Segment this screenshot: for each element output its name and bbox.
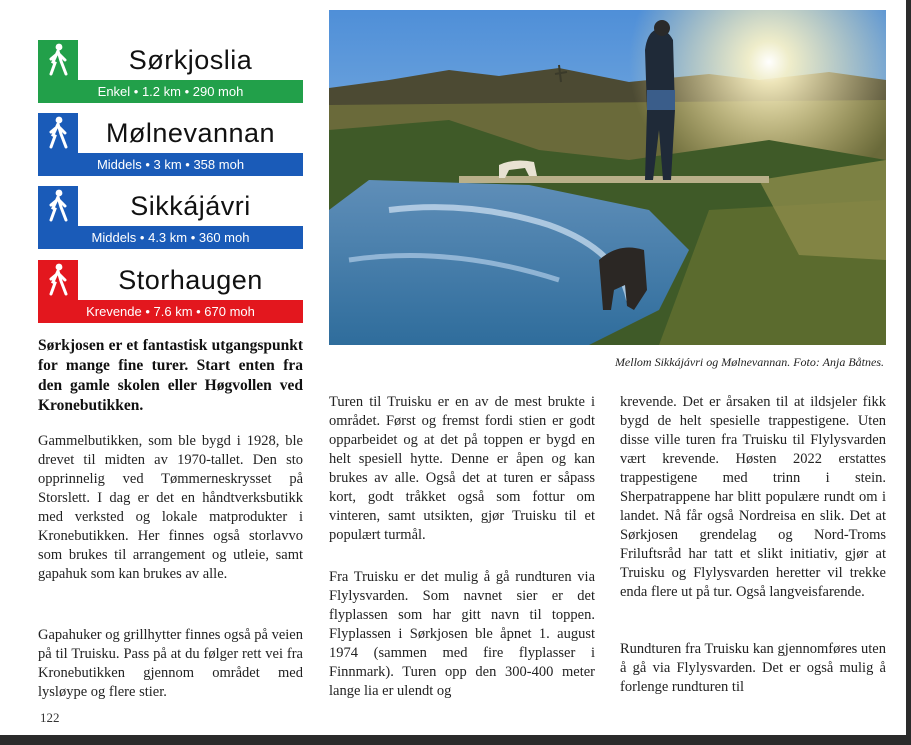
trail-details: Middels • 3 km • 358 moh <box>38 153 303 176</box>
lead-paragraph: Sørkjosen er et fantastisk utgangspunkt for mange fine turer. Start enten fra den gamle skolen eller Høgvollen ved Kronebutikken. <box>38 337 303 414</box>
trail-details: Enkel • 1.2 km • 290 moh <box>38 80 303 103</box>
column1-paragraph1: Gammelbutikken, som ble bygd i 1928, ble drevet til midten av 1970-tallet. Den sto opprinnelig ved Tømmerneskrysset på Storslett. I dag er det en håndtverksbutikk med verksted og lokale matprodukter i Kronebutikken. Her finnes også storlavvo som brukes til arrangement og utleie, samt gapahuk som kan brukes av alle. <box>38 433 303 582</box>
hiker-icon <box>38 260 78 300</box>
landscape-photo <box>329 10 886 345</box>
trail-name: Mølnevannan <box>105 118 276 148</box>
trail-card-sikkajavri <box>38 186 303 249</box>
hiker-icon <box>38 40 78 80</box>
hiker-icon <box>38 113 78 153</box>
column3-paragraph1: krevende. Det er årsaken til at ildsjeler fikk bygd de helt spesielle trappestigene. Uten disse ville turen fra Truisku til Flylysvarden vært krevende. Høsten 2022 erstattes trappestigene med trinn i stein. Sherpatrappene har blitt populære rundt om i landet. Nå får også Nordreisa en slik. Det at Sørkjosen grendelag og Nord-Troms Friluftsråd har tatt et slikt initiativ, gjør at Truisku og Flylysvarden heretter vil trekke enda flere ut på tur. Også langveisfarende. <box>620 394 886 600</box>
trail-name: Sikkájávri <box>130 191 251 221</box>
page-number: 122 <box>40 710 60 725</box>
trail-name: Storhaugen <box>118 265 263 295</box>
trail-card-storhaugen <box>38 260 303 323</box>
trail-card-sorkjoslia <box>38 40 303 103</box>
photo-caption: Mellom Sikkájávri og Mølnevannan. Foto: Anja Båtnes. <box>614 355 884 369</box>
trail-name: Sørkjoslia <box>128 45 253 75</box>
trail-details: Krevende • 7.6 km • 670 moh <box>38 300 303 323</box>
column2-paragraph2: Fra Truisku er det mulig å gå rundturen via Flylysvarden. Som navnet sier er det flyplassen som har gitt navn til toppen. Flyplassen i Sørkjosen ble åpnet 1. august 1974 (sammen med fire flyplasser i Finnmark). Turen opp den 300-400 meter lange lia er ulendt og <box>329 569 595 699</box>
column2-paragraph1: Turen til Truisku er en av de mest brukte i området. Først og fremst fordi stien er godt opparbeidet og at det på toppen er bygd en helt spesiell hytte. Denne er åpen og kan brukes av alle. Også det at turen er såpass kort, godt tråkket også som fottur om vinteren, samt utsikten, gjør Truisku til et populært turmål. <box>329 394 595 543</box>
trail-card-molnevannan <box>38 113 303 176</box>
trail-details: Middels • 4.3 km • 360 moh <box>38 226 303 249</box>
hiker-icon <box>38 186 78 226</box>
column1-paragraph2: Gapahuker og grillhytter finnes også på veien på til Truisku. Pass på at du følger rett vei fra Kronebutikken gjennom området med lysløype og flere stier. <box>38 627 303 700</box>
column3-paragraph2: Rundturen fra Truisku kan gjennomføres uten å gå via Flylysvarden. Det er også mulig å forlenge rundturen til <box>620 641 886 695</box>
